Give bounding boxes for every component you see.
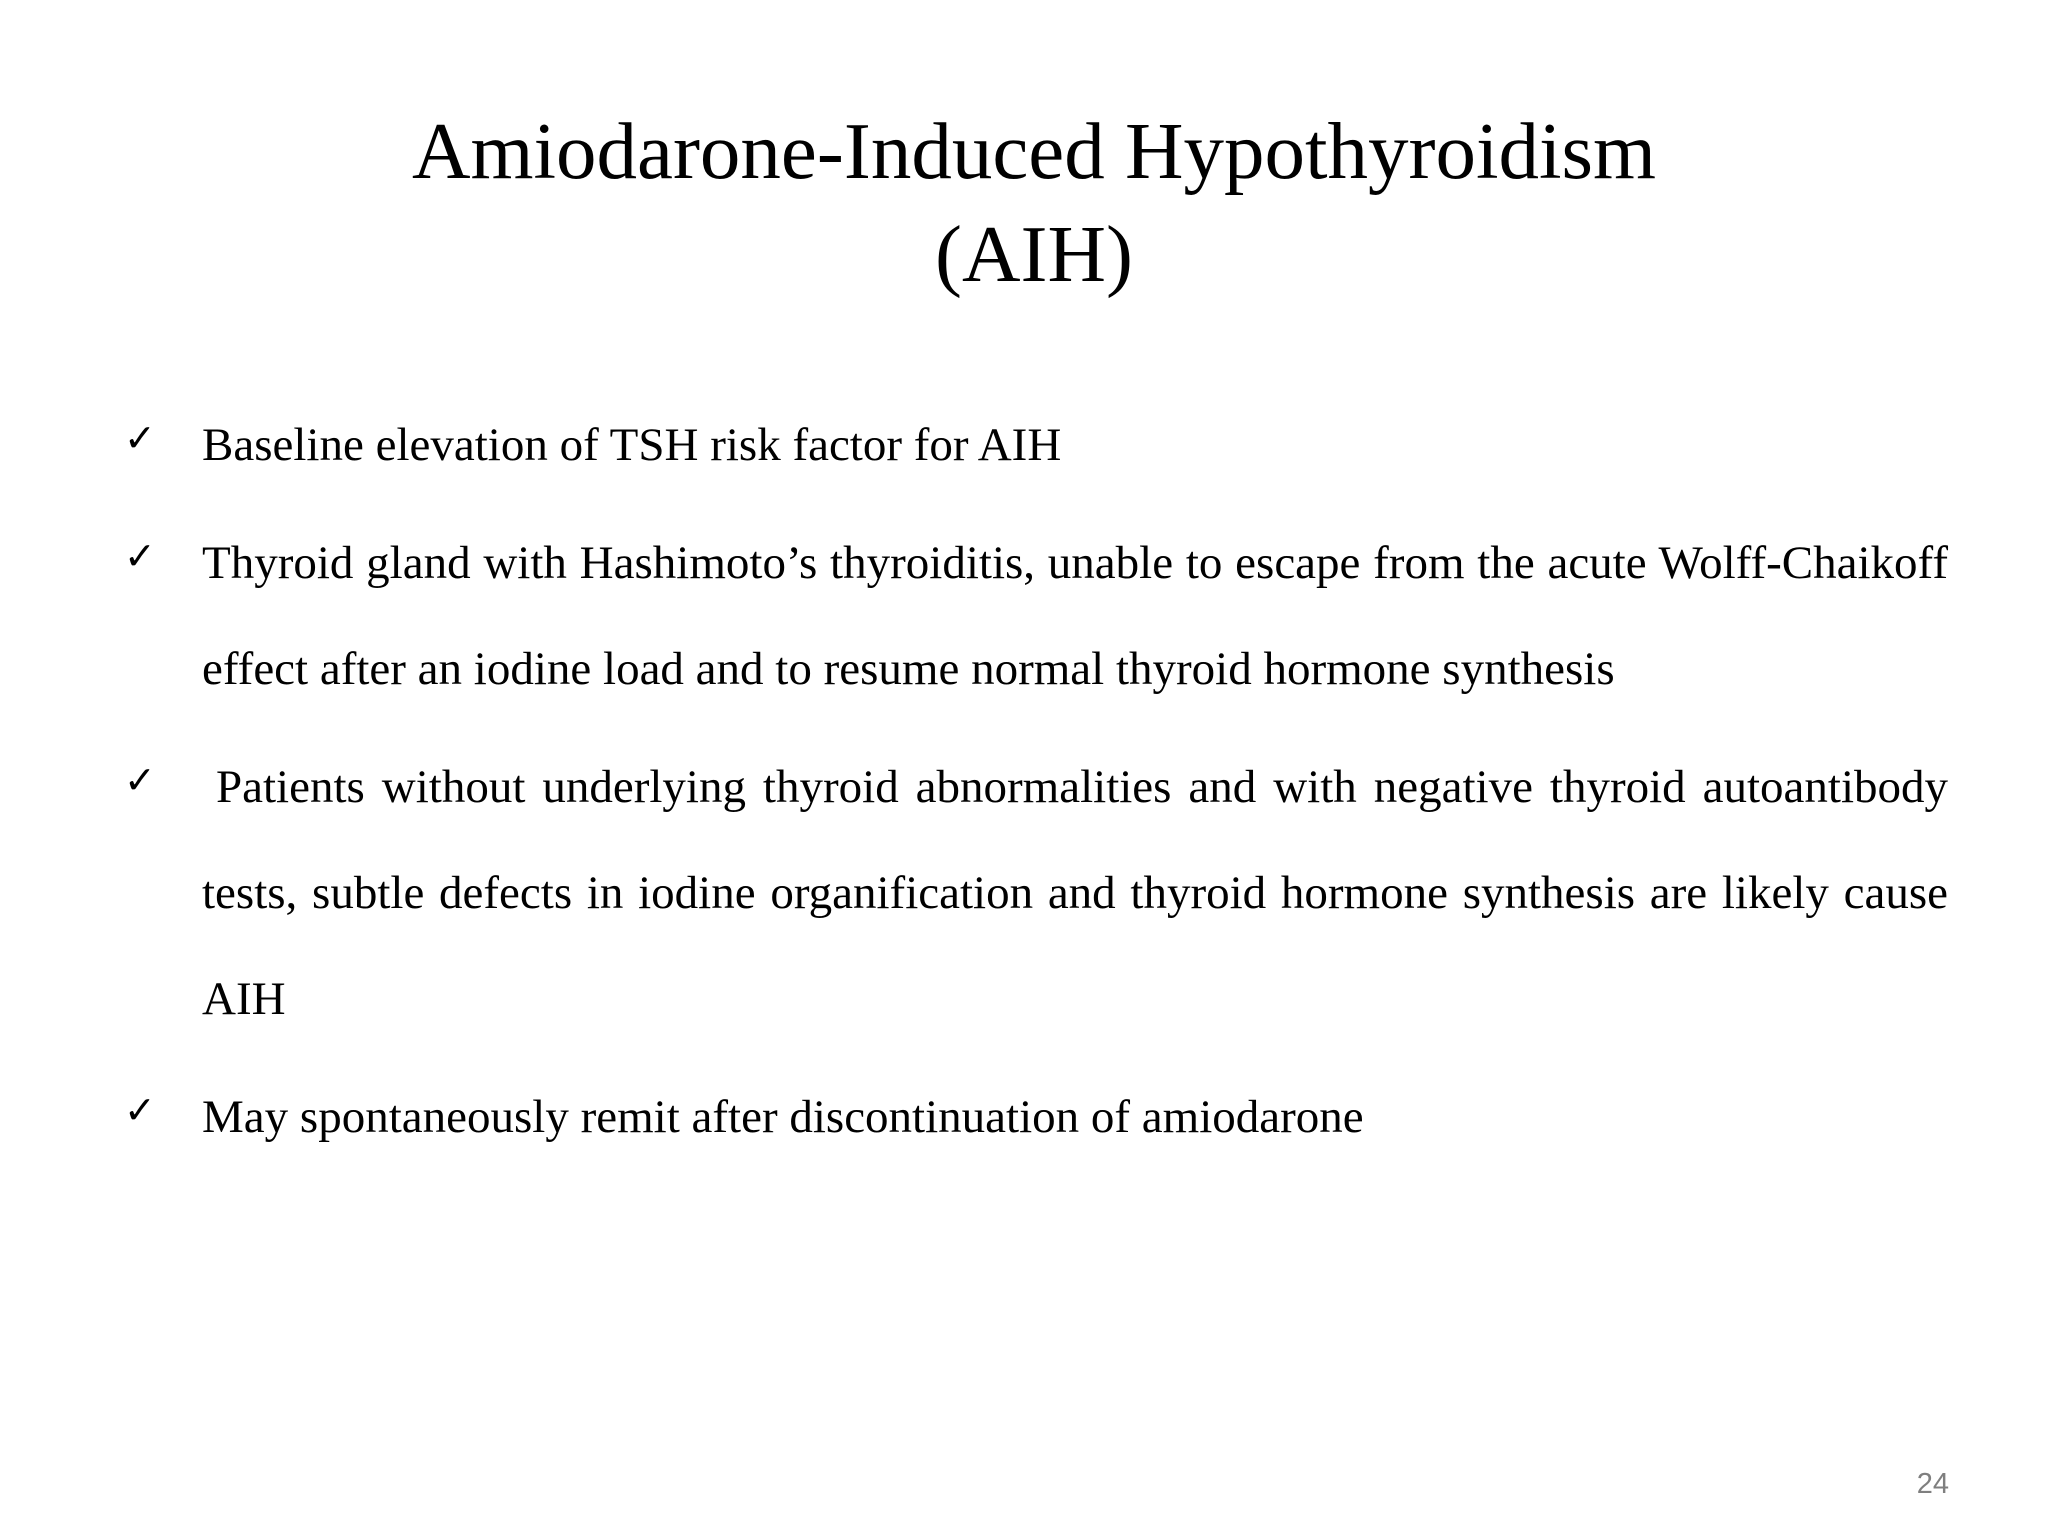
check-mark-icon: ✓: [124, 1088, 156, 1132]
bullet-text: Thyroid gland with Hashimoto’s thyroiditis, unable to escape from the acute Wolff-Chaikoff effect after an iodine load and to resume normal thyroid hormone synthesis: [202, 537, 1948, 695]
check-mark-icon: ✓: [124, 534, 156, 578]
slide-title-line-1: Amiodarone-Induced Hypothyroidism: [412, 106, 1656, 196]
bullet-item: [124, 392, 1948, 498]
slide-title-line-2: (AIH): [935, 209, 1133, 299]
slide-title: [0, 100, 2048, 306]
bullet-text: Baseline elevation of TSH risk factor for AIH: [202, 419, 1062, 471]
check-mark-icon: ✓: [124, 416, 156, 460]
bullet-item: [124, 510, 1948, 722]
bullet-list: [124, 392, 1948, 1170]
bullet-text: May spontaneously remit after discontinuation of amiodarone: [202, 1091, 1364, 1143]
bullet-item: [124, 1064, 1948, 1170]
check-mark-icon: ✓: [124, 758, 156, 802]
page-number: 24: [1916, 1468, 1949, 1500]
bullet-item: [124, 734, 1948, 1052]
bullet-text: Patients without underlying thyroid abnormalities and with negative thyroid autoantibody tests, subtle defects in iodine organification and thyroid hormone synthesis are likely cause AIH: [202, 761, 1948, 1025]
